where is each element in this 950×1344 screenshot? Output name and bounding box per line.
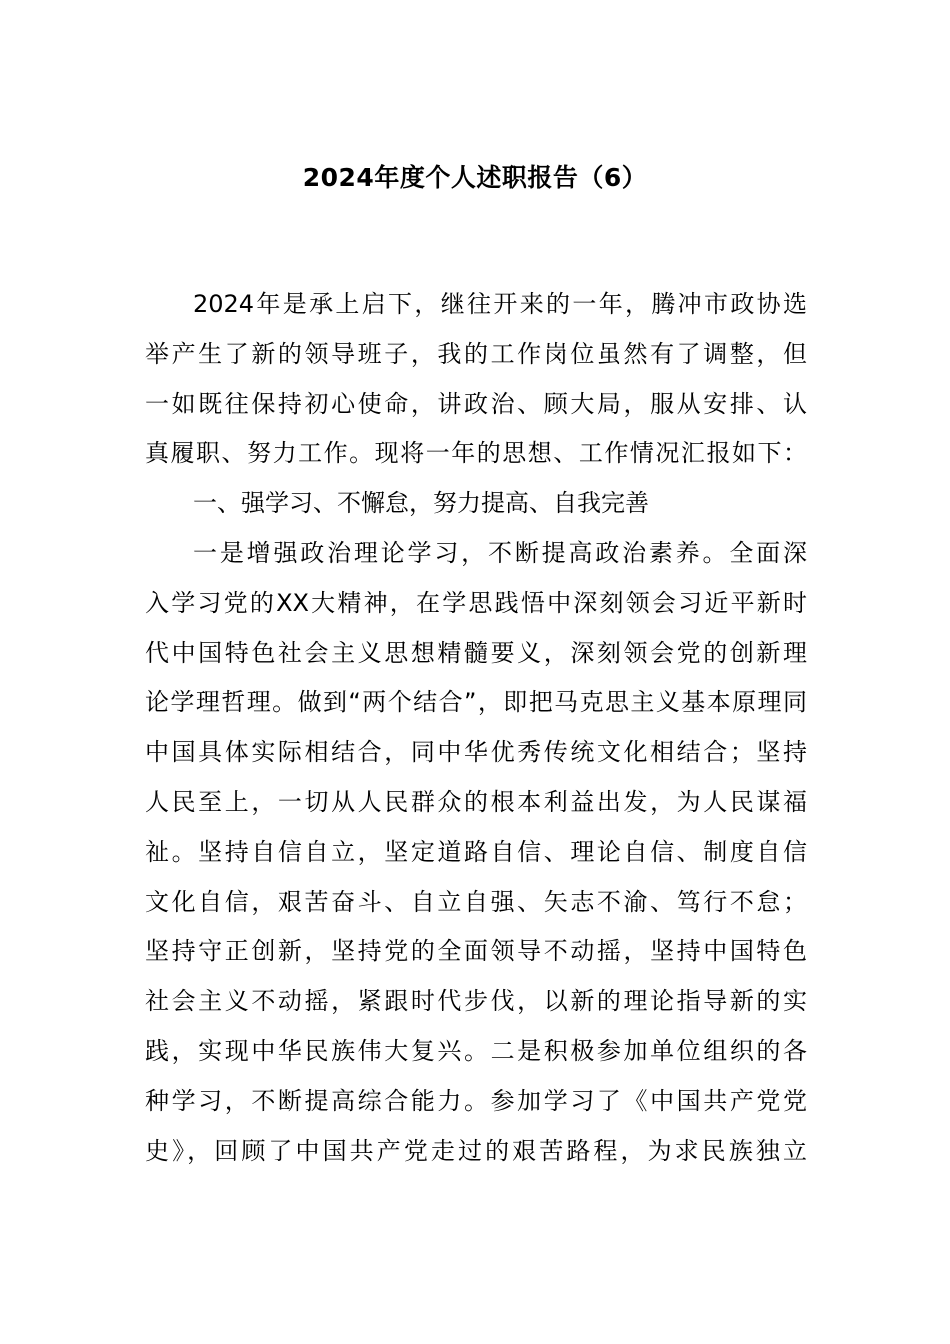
paragraph-line: 代中国特色社会主义思想精髓要义，深刻领会党的创新理 (145, 638, 807, 667)
paragraph-line: 真履职、努力工作。现将一年的思想、工作情况汇报如下： (145, 439, 807, 468)
paragraph-line: 中国具体实际相结合，同中华优秀传统文化相结合；坚持 (145, 738, 807, 767)
paragraph-line: 论学理哲理。做到“两个结合”，即把马克思主义基本原理同 (145, 688, 807, 717)
paragraph-line: 一如既往保持初心使命，讲政治、顾大局，服从安排、认 (145, 389, 807, 418)
paragraph-line: 祉。坚持自信自立，坚定道路自信、理论自信、制度自信 (145, 837, 807, 866)
paragraph-line: 坚持守正创新，坚持党的全面领导不动摇，坚持中国特色 (145, 937, 807, 966)
paragraph-line: 2024年是承上启下，继往开来的一年，腾冲市政协选 (193, 290, 807, 318)
paragraph-line: 入学习党的XX大精神，在学思践悟中深刻领会习近平新时 (145, 588, 807, 617)
paragraph-line: 举产生了新的领导班子，我的工作岗位虽然有了调整，但 (145, 339, 807, 368)
document-title: 2024年度个人述职报告（6） (302, 163, 648, 192)
paragraph-line: 文化自信，艰苦奋斗、自立自强、矢志不渝、笃行不怠； (145, 887, 807, 916)
paragraph-line: 人民至上，一切从人民群众的根本利益出发，为人民谋福 (145, 787, 807, 816)
paragraph-line: 社会主义不动摇，紧跟时代步伐，以新的理论指导新的实 (145, 987, 807, 1016)
document-body (145, 280, 807, 1176)
paragraph-line: 一是增强政治理论学习，不断提高政治素养。全面深 (193, 538, 807, 567)
paragraph-line: 史》，回顾了中国共产党走过的艰苦路程，为求民族独立 (145, 1136, 807, 1165)
paragraph-line: 践，实现中华民族伟大复兴。二是积极参加单位组织的各 (145, 1036, 807, 1065)
paragraph-line: 种学习，不断提高综合能力。参加学习了《中国共产党党 (145, 1086, 807, 1115)
section-heading: 一、强学习、不懈怠，努力提高、自我完善 (193, 489, 649, 518)
